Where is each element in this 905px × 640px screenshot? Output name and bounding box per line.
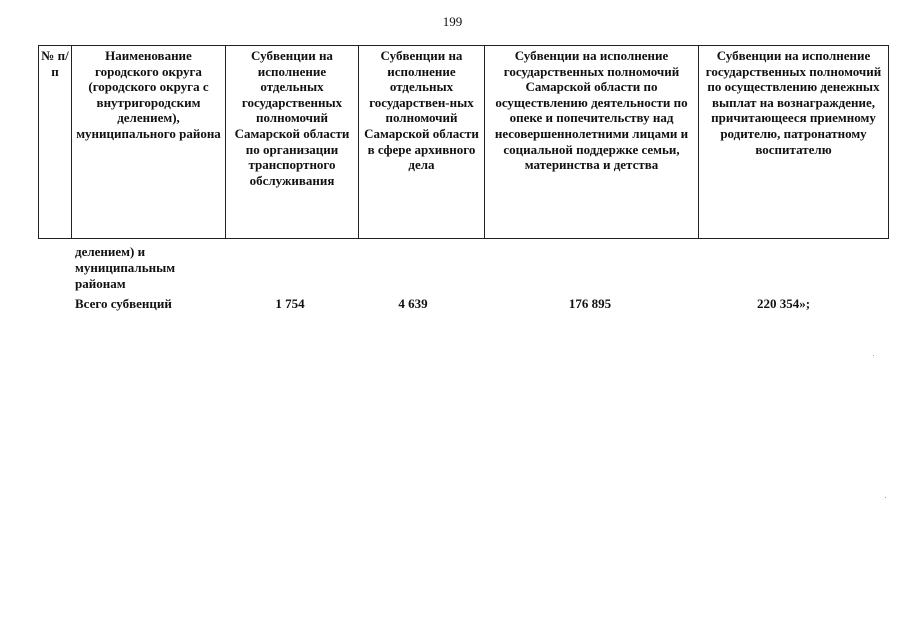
total-row	[0, 296, 905, 316]
header-foster-payments-subvention: Субвенции на исполнение государственных полномочий по осуществлению денежных выплат на вознаграждение, причитающееся приемному родителю, патронатному воспитателю	[699, 46, 889, 239]
header-number: № п/п	[39, 46, 72, 239]
header-district-name: Наименование городского округа (городского округа с внутригородским делением), муниципального района	[72, 46, 226, 239]
page-number: 199	[442, 14, 463, 29]
header-row	[39, 46, 889, 239]
header-transport-subvention: Субвенции на исполнение отдельных государственных полномочий Самарской области по организации транспортного обслуживания	[226, 46, 359, 239]
total-archive-value: 4 639	[398, 296, 428, 311]
scan-speck	[885, 497, 886, 498]
total-guardianship-value: 176 895	[568, 296, 612, 311]
scan-speck	[873, 355, 874, 356]
total-transport-value: 1 754	[275, 296, 305, 311]
header-guardianship-subvention: Субвенции на исполнение государственных полномочий Самарской области по осуществлению деятельности по опеке и попечительству над несовершеннолетними лицами и социальной поддержке семьи, материнства и детства	[485, 46, 699, 239]
header-archive-subvention: Субвенции на исполнение отдельных государствен-ных полномочий Самарской области в сфере архивного дела	[359, 46, 485, 239]
total-label: Всего субвенций	[75, 296, 172, 311]
subventions-table-header	[38, 45, 889, 239]
total-foster-value: 220 354»;	[757, 296, 811, 311]
continuation-text: делением) и муниципальным районам	[75, 244, 176, 291]
